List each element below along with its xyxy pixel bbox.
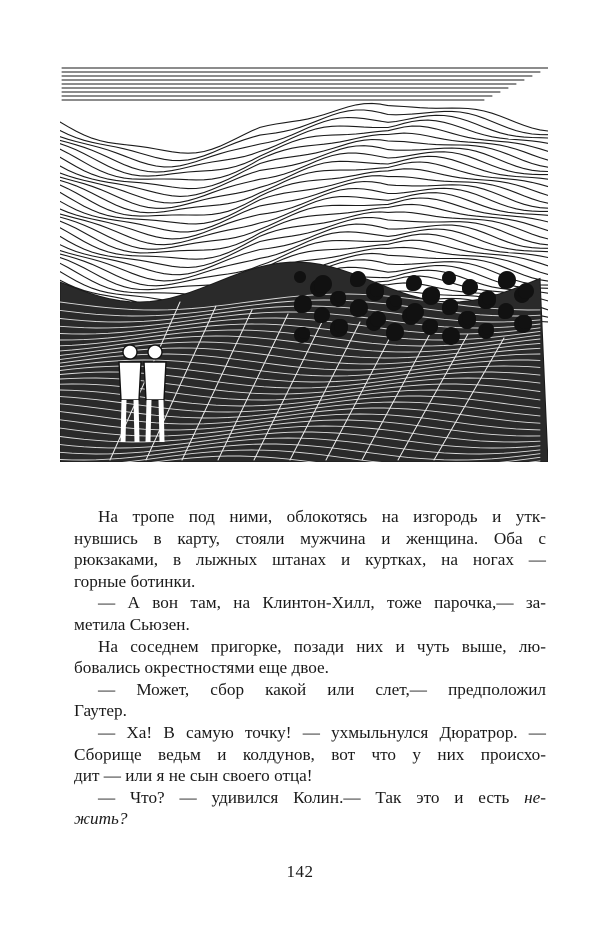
text-line: — Может, сбор какой или слет,— предположил [98, 679, 546, 699]
text-line: — А вон там, на Клинтон-Хилл, тоже парочка,— за- [98, 593, 546, 613]
italic-word-end: жить? [74, 809, 128, 829]
text-line: бовались окрестностями еще двое. [74, 658, 329, 678]
landscape-illustration [60, 62, 548, 462]
text-line: Гаутер. [74, 701, 127, 721]
text-line-main: — Что? — удивился Колин.— Так это и есть [98, 787, 525, 807]
text-line: — Ха! В самую точку! — ухмыльнулся Дюратрор. — [98, 722, 546, 742]
text-line: дит — или я не сын своего отца! [74, 766, 313, 786]
text-line: метила Сьюзен. [74, 614, 190, 634]
text-line: рюкзаками, в лыжных штанах и куртках, на ногах — [74, 550, 546, 570]
text-line: На соседнем пригорке, позади них и чуть выше, лю- [98, 636, 546, 656]
page-number: 142 [286, 862, 314, 881]
text-line: нувшись в карту, стояли мужчина и женщина. Оба с [74, 528, 546, 548]
text-line-with-italic [74, 787, 546, 809]
italic-word-start: не- [524, 787, 546, 807]
text-line: На тропе под ними, облокотясь на изгородь и утк- [98, 507, 546, 526]
text-line: горные ботинки. [74, 571, 196, 591]
body-text [74, 506, 546, 830]
text-line: Сборище ведьм и колдунов, вот что у них происхо- [74, 744, 546, 764]
landscape-engraving-icon [60, 62, 548, 462]
